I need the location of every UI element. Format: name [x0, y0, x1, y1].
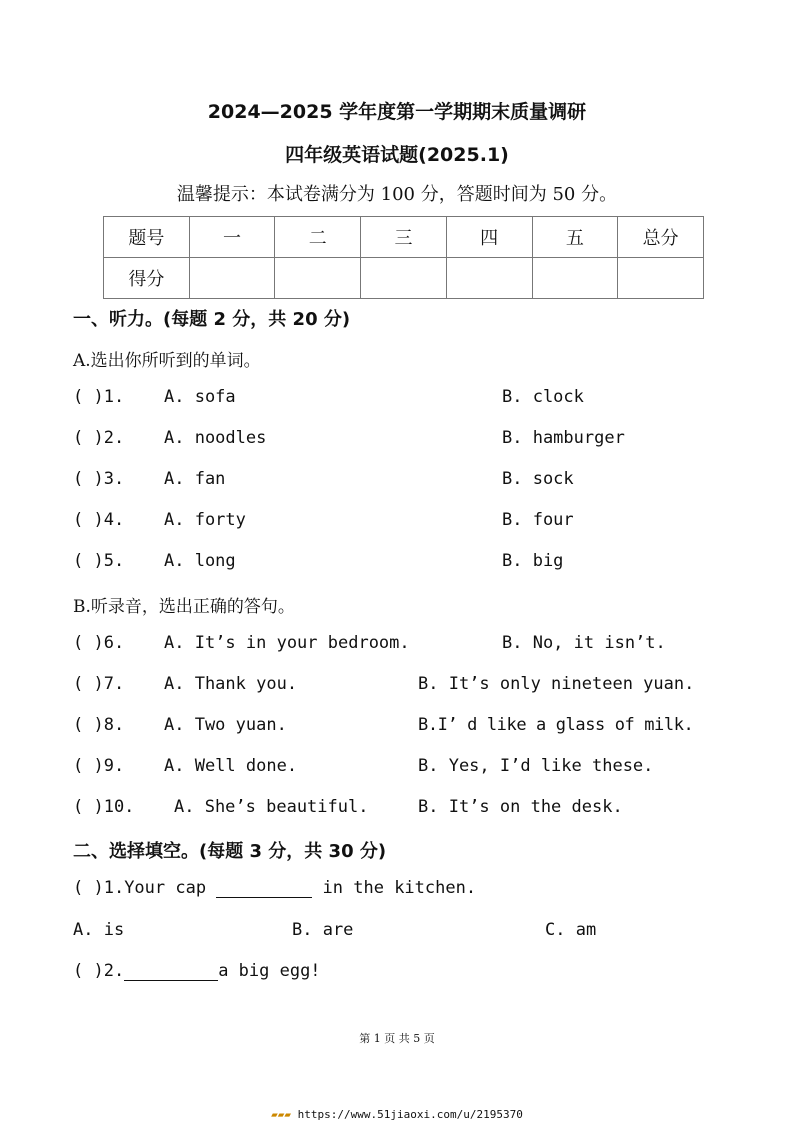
option-a: A. Two yuan. [164, 715, 287, 735]
option-b: B. big [502, 551, 564, 571]
option-b: B. clock [502, 387, 584, 407]
score-table-score-row [104, 258, 704, 299]
score-table-cell: 总分 [618, 217, 704, 258]
question-text: in the kitchen. [312, 878, 477, 898]
question-number: ( )7. [73, 674, 125, 694]
section1-title: 一、听力。(每题 2 分，共 20 分) [73, 309, 351, 330]
score-input-cell[interactable] [446, 258, 532, 299]
score-table-cell: 一 [189, 217, 275, 258]
question-number: ( )1. [73, 878, 125, 898]
section2-question-1 [73, 878, 476, 898]
question-number: ( )2. [73, 428, 125, 448]
score-table [103, 216, 704, 299]
score-table-header-row [104, 217, 704, 258]
score-table-cell: 五 [532, 217, 618, 258]
question-number: ( )4. [73, 510, 125, 530]
question-number: ( )8. [73, 715, 125, 735]
section1-partB-heading: B.听录音，选出正确的答句。 [73, 597, 295, 617]
option-b: B. four [502, 510, 574, 530]
option-a: A. is [73, 920, 125, 940]
watermark-url-text: https://www.51jiaoxi.com/u/2195370 [297, 1108, 523, 1121]
option-a: A. Thank you. [164, 674, 298, 694]
option-a: A. It’s in your bedroom. [164, 633, 410, 653]
option-a: A. long [164, 551, 236, 571]
option-b: B. Yes, I’d like these. [418, 756, 654, 776]
page-footer: 第 1 页 共 5 页 [359, 1032, 435, 1045]
option-b: B. are [292, 920, 354, 940]
question-number: ( )3. [73, 469, 125, 489]
exam-title: 2024—2025 学年度第一学期期末质量调研 [207, 101, 587, 123]
option-a: A. She’s beautiful. [174, 797, 369, 817]
question-number: ( )10. [73, 797, 135, 817]
watermark-url: ▰▰▰ https://www.51jiaoxi.com/u/2195370 [271, 1108, 523, 1121]
question-number: ( )2. [73, 961, 125, 981]
option-a: A. Well done. [164, 756, 298, 776]
option-a: A. noodles [164, 428, 267, 448]
score-input-cell[interactable] [275, 258, 361, 299]
answer-blank[interactable] [124, 962, 218, 981]
question-number: ( )9. [73, 756, 125, 776]
score-input-cell[interactable] [361, 258, 447, 299]
score-input-cell[interactable] [189, 258, 275, 299]
option-a: A. forty [164, 510, 246, 530]
score-table-cell: 二 [275, 217, 361, 258]
question-text: a big egg! [218, 961, 321, 981]
option-a: A. sofa [164, 387, 236, 407]
option-b: B. hamburger [502, 428, 625, 448]
score-table-cell: 四 [446, 217, 532, 258]
option-b: B. No, it isn’t. [502, 633, 666, 653]
question-number: ( )1. [73, 387, 125, 407]
score-row-label: 得分 [104, 258, 190, 299]
option-b: B. It’s only nineteen yuan. [418, 674, 695, 694]
score-table-cell: 题号 [104, 217, 190, 258]
section1-partA-heading: A.选出你所听到的单词。 [73, 351, 261, 371]
question-text: Your cap [124, 878, 217, 898]
exam-subtitle: 四年级英语试题(2025.1) [285, 144, 509, 166]
section2-question-2 [73, 961, 321, 981]
option-c: C. am [545, 920, 597, 940]
option-a: A. fan [164, 469, 226, 489]
question-number: ( )6. [73, 633, 125, 653]
question-number: ( )5. [73, 551, 125, 571]
option-b: B. It’s on the desk. [418, 797, 623, 817]
section2-title: 二、选择填空。(每题 3 分，共 30 分) [73, 841, 387, 862]
option-b: B.I’ d like a glass of milk. [418, 715, 694, 735]
score-input-cell[interactable] [532, 258, 618, 299]
score-table-cell: 三 [361, 217, 447, 258]
option-b: B. sock [502, 469, 574, 489]
answer-blank[interactable] [216, 879, 312, 898]
score-input-cell[interactable] [618, 258, 704, 299]
exam-tip: 温馨提示：本试卷满分为 100 分，答题时间为 50 分。 [176, 184, 618, 205]
